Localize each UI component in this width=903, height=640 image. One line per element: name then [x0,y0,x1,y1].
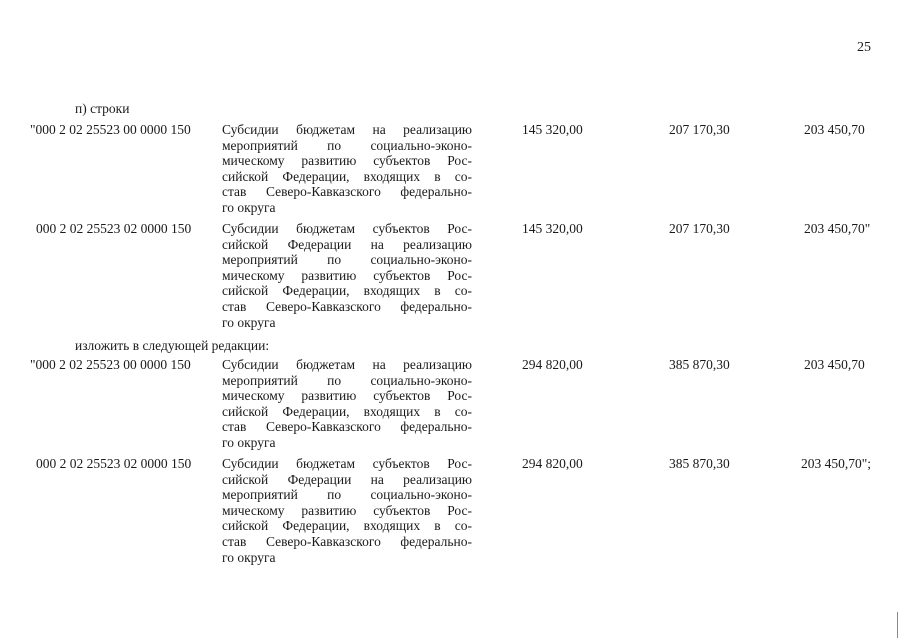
description-line: сийской Федерации, входящих в со- [222,168,472,184]
description-line: го округа [222,549,276,565]
section-label-old-rows: п) строки [75,101,130,116]
amount-year-3: 203 450,70 [804,357,865,372]
description-line: Субсидии бюджетам на реализацию [222,122,472,137]
description-line: Субсидии бюджетам субъектов Рос- [222,221,472,236]
description-line: став Северо-Кавказского федерально- [222,184,472,200]
row-description [222,357,472,451]
description-line: мическому развитию субъектов Рос- [222,502,472,518]
amount-year-2: 385 870,30 [669,357,730,372]
amount-year-3: 203 450,70" [804,221,871,236]
description-line: мероприятий по социально-эконо- [222,372,472,388]
amount-year-1: 145 320,00 [522,122,583,137]
description-line: мическому развитию субъектов Рос- [222,153,472,169]
description-line: став Северо-Кавказского федерально- [222,419,472,435]
description-line: мероприятий по социально-эконо- [222,137,472,153]
amount-year-2: 385 870,30 [669,456,730,471]
budget-code: "000 2 02 25523 00 0000 150 [30,357,191,372]
amount-year-3: 203 450,70 [804,122,865,137]
amount-year-3: 203 450,70"; [801,456,872,471]
description-line: мическому развитию субъектов Рос- [222,267,472,283]
description-line: сийской Федерации, входящих в со- [222,283,472,299]
description-line: сийской Федерации на реализацию [222,236,472,252]
amount-year-2: 207 170,30 [669,122,730,137]
row-description [222,122,472,216]
description-line: го округа [222,314,276,330]
budget-code: "000 2 02 25523 00 0000 150 [30,122,191,137]
scan-edge-mark [897,612,898,638]
description-line: став Северо-Кавказского федерально- [222,533,472,549]
page-number: 25 [857,40,871,55]
amount-year-1: 294 820,00 [522,357,583,372]
description-line: сийской Федерации, входящих в со- [222,518,472,534]
description-line: мероприятий по социально-эконо- [222,252,472,268]
description-line: сийской Федерации на реализацию [222,471,472,487]
description-line: Субсидии бюджетам на реализацию [222,357,472,372]
description-line: го округа [222,434,276,450]
description-line: мическому развитию субъектов Рос- [222,388,472,404]
section-label-new-version: изложить в следующей редакции: [75,338,270,353]
description-line: го округа [222,199,276,215]
amount-year-1: 294 820,00 [522,456,583,471]
row-description [222,221,472,330]
amount-year-2: 207 170,30 [669,221,730,236]
description-line: мероприятий по социально-эконо- [222,487,472,503]
budget-code: 000 2 02 25523 02 0000 150 [36,456,192,471]
budget-code: 000 2 02 25523 02 0000 150 [36,221,192,236]
description-line: Субсидии бюджетам субъектов Рос- [222,456,472,471]
amount-year-1: 145 320,00 [522,221,583,236]
description-line: став Северо-Кавказского федерально- [222,298,472,314]
description-line: сийской Федерации, входящих в со- [222,403,472,419]
row-description [222,456,472,565]
